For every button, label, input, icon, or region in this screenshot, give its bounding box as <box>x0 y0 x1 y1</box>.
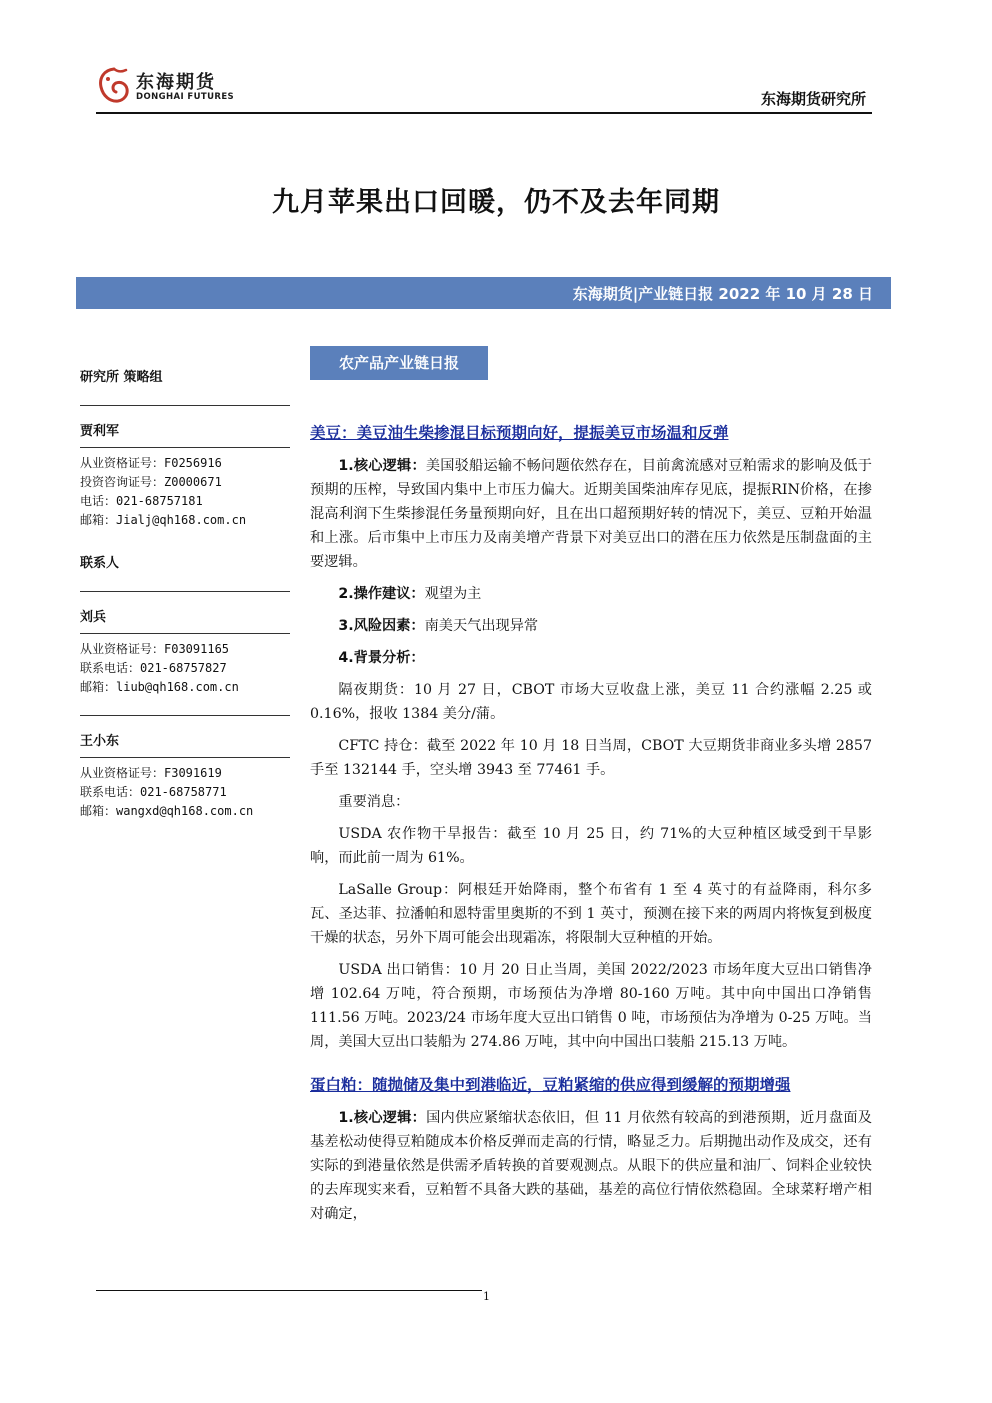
section-title-protein-meal[interactable]: 蛋白粕：随抛储及集中到港临近，豆粕紧缩的供应得到缓解的预期增强 <box>310 1076 791 1094</box>
sidebar-divider <box>80 715 290 716</box>
contact-license: 从业资格证号：F3091619 <box>80 766 222 780</box>
analyst-consult-license: 投资咨询证号：Z0000671 <box>80 475 222 489</box>
sidebar-divider <box>80 633 290 634</box>
core-logic-paragraph <box>310 454 872 574</box>
usda-drought-paragraph: USDA 农作物干旱报告：截至 10 月 25 日，约 71%的大豆种植区域受到干旱影响，而此前一周为 61%。 <box>310 826 872 866</box>
author-sidebar <box>80 360 290 821</box>
analyst-name: 贾利军 <box>80 424 120 439</box>
report-title: 九月苹果出口回暖，仍不及去年同期 <box>272 187 720 218</box>
overnight-futures-paragraph: 隔夜期货：10 月 27 日，CBOT 市场大豆收盘上涨，美豆 11 合约涨幅 2.25 或 0.16%，报收 1384 美分/蒲。 <box>310 682 872 722</box>
header-divider <box>96 112 872 114</box>
sidebar-divider <box>80 757 290 758</box>
banner-text: 东海期货|产业链日报 2022 年 10 月 28 日 <box>572 285 873 303</box>
cftc-paragraph: CFTC 持仓：截至 2022 年 10 月 18 日当周，CBOT 大豆期货非商业多头增 2857 手至 132144 手，空头增 3943 至 77461 手。 <box>310 738 872 778</box>
usda-export-paragraph: USDA 出口销售：10 月 20 日止当周，美国 2022/2023 市场年度大豆出口销售净增 102.64 万吨，符合预期，市场预估为净增 80-160 万吨。其中向中国出口净销售 111.56 万吨。2023/24 市场年度大豆出口销售 0 吨，市场预估为净增为 0-25 万吨。当周，美国大豆出口装船为 274.86 万吨，其中向中国出口装船 215.13 万吨。 <box>310 962 872 1050</box>
core-logic-label: 1.核心逻辑： <box>338 1110 427 1126</box>
core-logic-text: 国内供应紧缩状态依旧，但 11 月依然有较高的到港预期，近月盘面及基差松动使得豆粕随成本价格反弹而走高的行情，略显乏力。后期抛出动作及成交，还有实际的到港量依然是供需矛盾转换的首要观测点。从眼下的供应量和油厂、饲料企业较快的去库现实来看，豆粕暂不具备大跌的基础，基差的高位行情依然稳固。全球菜籽增产相对确定， <box>310 1110 872 1222</box>
risk-paragraph <box>310 614 872 638</box>
footer-divider <box>96 1290 482 1291</box>
main-content <box>310 420 872 1234</box>
research-group-label: 研究所 策略组 <box>80 370 163 385</box>
contact-email[interactable]: 邮箱：liub@qh168.com.cn <box>80 680 239 694</box>
contact-license: 从业资格证号：F03091165 <box>80 642 230 656</box>
analyst-phone: 电话：021-68757181 <box>80 494 203 508</box>
risk-text: 南美天气出现异常 <box>424 618 539 634</box>
header-org-name: 东海期货研究所 <box>760 90 866 108</box>
contacts-label: 联系人 <box>80 556 120 571</box>
lasalle-paragraph: LaSalle Group：阿根廷开始降雨，整个布省有 1 至 4 英寸的有益降雨，科尔多瓦、圣达菲、拉潘帕和恩特雷里奥斯的不到 1 英寸，预测在接下来的两周内将恢复到极度干燥的状态，另外下周可能会出现霜冻，将限制大豆种植的开始。 <box>310 882 872 946</box>
operation-label: 2.操作建议： <box>338 586 425 602</box>
core-logic-paragraph <box>310 1106 872 1226</box>
risk-label: 3.风险因素： <box>338 618 425 634</box>
report-banner <box>76 277 891 309</box>
sidebar-divider <box>80 447 290 448</box>
company-logo <box>96 66 236 110</box>
section-title-soybean[interactable]: 美豆：美豆油生柴掺混目标预期向好，提振美豆市场温和反弹 <box>310 424 729 442</box>
core-logic-text: 美国驳船运输不畅问题依然存在，目前禽流感对豆粕需求的影响及低于预期的压榨，导致国内集中上市压力偏大。近期美国柴油库存见底，提振RIN价格，在掺混高利润下生柴掺混任务量预期向好，且在出口超预期好转的情况下，美豆、豆粕开始温和上涨。后市集中上市压力及南美增产背景下对美豆出口的潜在压力依然是压制盘面的主要逻辑。 <box>310 458 872 570</box>
contact-email[interactable]: 邮箱：wangxd@qh168.com.cn <box>80 804 254 818</box>
core-logic-label: 1.核心逻辑： <box>338 458 426 474</box>
logo-english-text: DONGHAI FUTURES <box>136 92 235 102</box>
sidebar-divider <box>80 591 290 592</box>
analyst-license: 从业资格证号：F0256916 <box>80 456 222 470</box>
news-heading: 重要消息： <box>338 794 410 810</box>
contact-name: 王小东 <box>80 734 120 749</box>
sidebar-divider <box>80 405 290 406</box>
contact-phone: 联系电话：021-68757827 <box>80 661 227 675</box>
background-heading <box>310 646 872 670</box>
logo-chinese-text: 东海期货 <box>136 72 216 93</box>
dragon-logo-icon <box>96 66 132 106</box>
analyst-email[interactable]: 邮箱：Jialj@qh168.com.cn <box>80 513 247 527</box>
page-number: 1 <box>483 1290 490 1303</box>
background-label: 4.背景分析： <box>338 650 425 666</box>
contact-phone: 联系电话：021-68758771 <box>80 785 227 799</box>
report-category-tag: 农产品产业链日报 <box>310 346 488 380</box>
operation-text: 观望为主 <box>424 586 482 602</box>
operation-paragraph <box>310 582 872 606</box>
contact-name: 刘兵 <box>80 610 107 625</box>
